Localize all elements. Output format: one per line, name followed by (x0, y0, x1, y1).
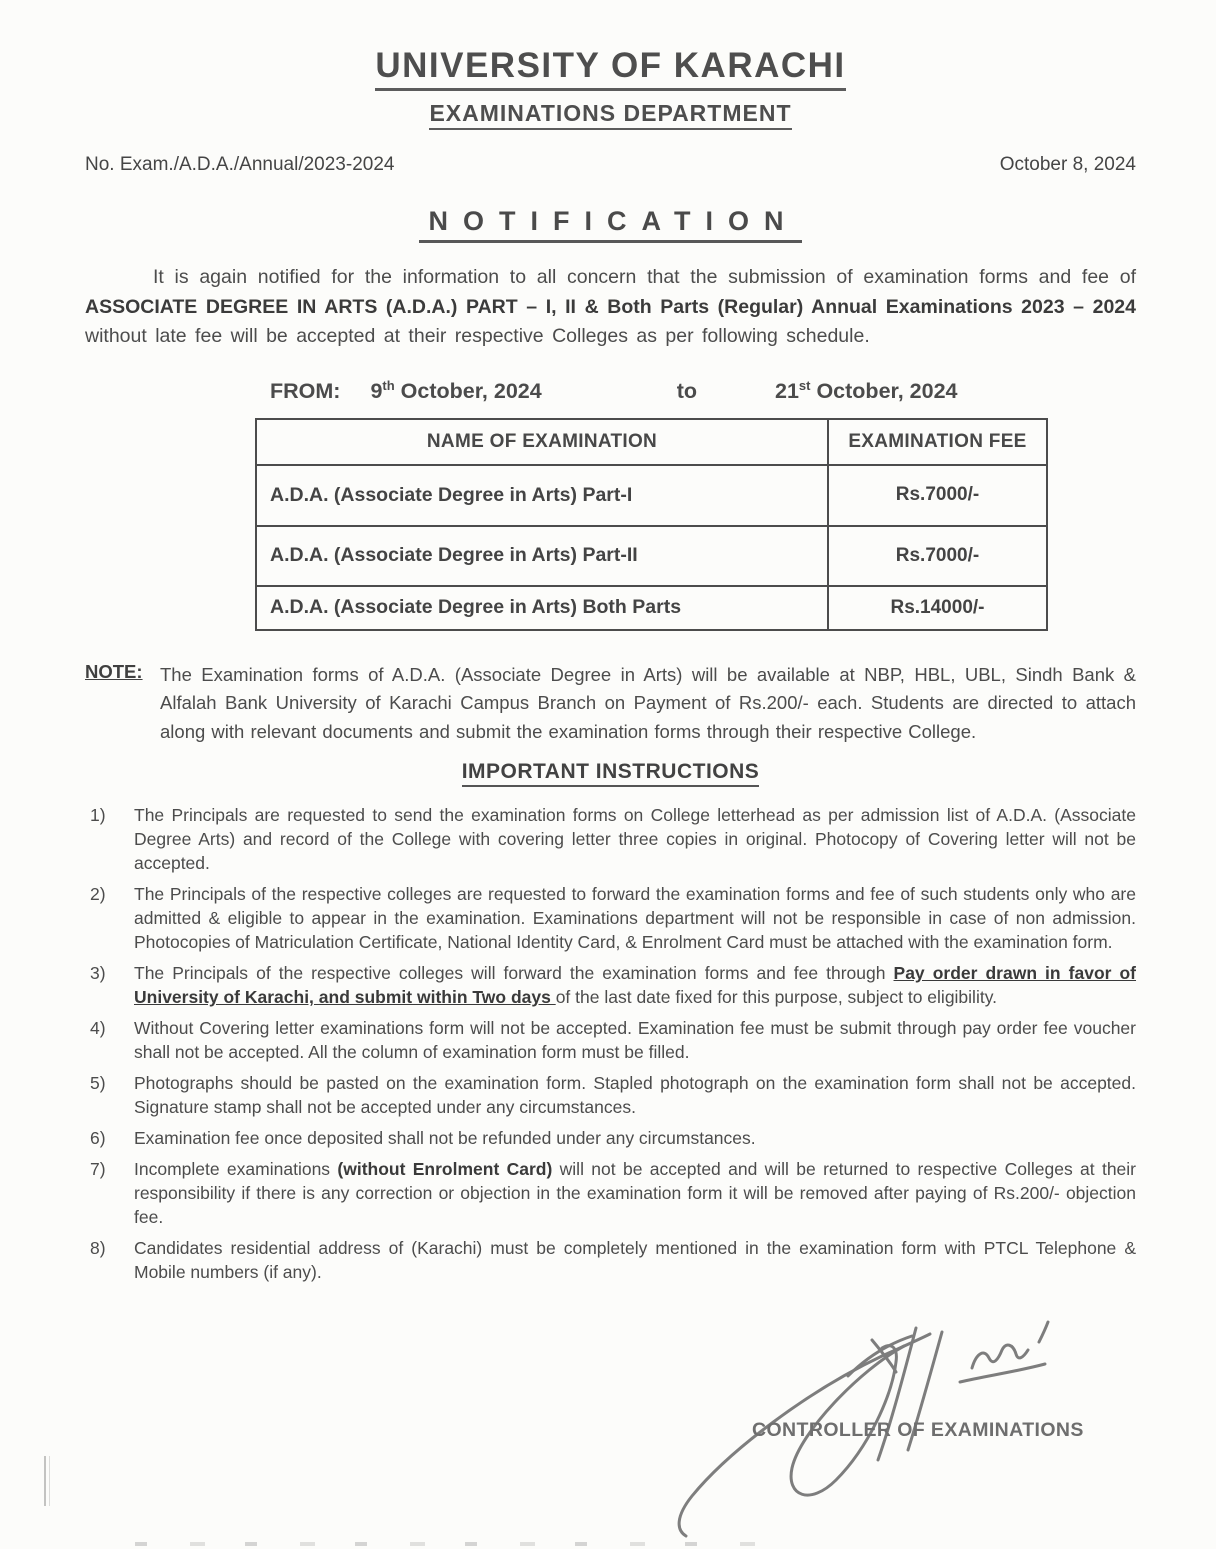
instruction-item-5 (85, 1071, 1136, 1119)
notification-heading: NOTIFICATION (419, 206, 803, 243)
item-text-bold-underline: Pay order drawn in favor of University of Karachi, and submit within Two days (134, 963, 1137, 1008)
signature (620, 1300, 1070, 1545)
intro-text-bold: ASSOCIATE DEGREE IN ARTS (A.D.A.) PART – I, II & Both Parts (Regular) Annual Examinations 2023 – 2024 (85, 295, 1136, 318)
from-month-year: October, 2024 (394, 378, 542, 403)
to-label: to (676, 378, 697, 403)
item-text: The Principals of the respective colleges are requested to forward the examination forms and fee of such students only who are admitted & eligible to appear in the examination. Examinations department will not be responsible in case of non admission. Photocopies of Matriculation Certificate, National Identity Card, & Enrolment Card must be attached with the examination form. (134, 884, 1136, 953)
intro-text-2: without late fee will be accepted at their respective Colleges as per following schedule. (85, 325, 870, 347)
fee-table-header-row (256, 419, 1047, 465)
item-text: Without Covering letter examinations form will not be accepted. Examination fee must be submit through pay order fee voucher shall not be accepted. All the column of examination form must be filled. (134, 1018, 1136, 1063)
item-text: Examination fee once deposited shall not be refunded under any circumstances. (134, 1128, 756, 1149)
reference-number: No. Exam./A.D.A./Annual/2023-2024 (85, 154, 395, 175)
exam-name-both-parts: A.D.A. (Associate Degree in Arts) Both Parts (256, 586, 828, 630)
item-text: The Principals are requested to send the examination forms on College letterhead as per admission list of A.D.A. (Associate Degree Arts) and record of the College with covering letter three copies in original. Photocopy of Covering letter will not be accepted. (134, 805, 1136, 874)
from-day: 9 (370, 378, 383, 403)
table-row (256, 526, 1047, 586)
exam-fee-part1: Rs.7000/- (828, 465, 1047, 526)
item-text (134, 1157, 1136, 1229)
fee-table (255, 418, 1048, 631)
item-text-pre: The Principals of the respective colleges will forward the examination forms and fee through (134, 963, 894, 984)
item-number: 8) (90, 1238, 106, 1259)
item-number: 5) (90, 1073, 106, 1094)
exam-name-part1: A.D.A. (Associate Degree in Arts) Part-I (256, 465, 828, 526)
scan-artifact (44, 1456, 50, 1506)
instruction-item-4 (85, 1016, 1136, 1064)
document-date: October 8, 2024 (999, 154, 1136, 175)
department-subtitle: EXAMINATIONS DEPARTMENT (429, 100, 791, 130)
to-day: 21 (775, 378, 799, 403)
controller-of-examinations-title: CONTROLLER OF EXAMINATIONS (752, 1419, 1084, 1441)
header-name-of-examination: NAME OF EXAMINATION (256, 419, 828, 465)
exam-name-part2: A.D.A. (Associate Degree in Arts) Part-II (256, 526, 828, 586)
to-month-year: October, 2024 (810, 378, 958, 403)
schedule-line (85, 378, 1136, 404)
item-number: 1) (90, 805, 106, 826)
university-title: UNIVERSITY OF KARACHI (375, 46, 845, 91)
item-number: 7) (90, 1159, 106, 1180)
item-text: Candidates residential address of (Karachi) must be completely mentioned in the examination form with PTCL Telephone & Mobile numbers (if any). (134, 1238, 1136, 1283)
item-text-post: will not be accepted and will be returned to respective Colleges at their responsibility if there is any correction or objection in the examination form it will be removed after paying of Rs.200/- objection fee. (134, 1159, 1137, 1228)
from-day-suffix: th (382, 377, 395, 393)
instruction-item-1 (85, 803, 1136, 875)
item-text-bold: (without Enrolment Card) (337, 1159, 553, 1180)
header-examination-fee: EXAMINATION FEE (828, 419, 1047, 465)
item-number: 6) (90, 1128, 106, 1149)
intro-text-1: It is again notified for the information to all concern that the submission of examination forms and fee of (153, 266, 1136, 288)
note-section (85, 661, 1136, 747)
to-day-suffix: st (798, 377, 811, 393)
instruction-item-2 (85, 882, 1136, 954)
note-text: The Examination forms of A.D.A. (Associate Degree in Arts) will be available at NBP, HBL, UBL, Sindh Bank & Alfalah Bank University of Karachi Campus Branch on Payment of Rs.200/- each. Students are directed to attach along with relevant documents and submit the examination forms through their respective College. (160, 663, 1136, 742)
instruction-item-3 (85, 961, 1136, 1009)
from-label: FROM: (270, 378, 341, 403)
item-text: Photographs should be pasted on the examination form. Stapled photograph on the examination form shall not be accepted. Signature stamp shall not be accepted under any circumstances. (134, 1073, 1136, 1118)
exam-fee-both-parts: Rs.14000/- (828, 586, 1047, 630)
item-number: 3) (90, 963, 106, 984)
note-label: NOTE: (85, 660, 143, 682)
item-text-post: of the last date fixed for this purpose, subject to eligibility. (555, 987, 998, 1008)
intro-paragraph (85, 263, 1136, 352)
instruction-item-8 (85, 1236, 1136, 1284)
exam-fee-part2: Rs.7000/- (828, 526, 1047, 586)
item-text-pre: Incomplete examinations (134, 1159, 338, 1180)
instruction-item-6 (85, 1126, 1136, 1150)
instruction-item-7 (85, 1157, 1136, 1229)
instructions-list (85, 803, 1136, 1284)
item-number: 2) (90, 884, 106, 905)
from-date (370, 379, 541, 403)
table-row (256, 586, 1047, 630)
item-number: 4) (90, 1018, 106, 1039)
important-instructions-heading: IMPORTANT INSTRUCTIONS (462, 760, 760, 787)
to-date (775, 379, 957, 403)
item-text (134, 961, 1136, 1009)
reference-row (85, 154, 1136, 176)
table-row (256, 465, 1047, 526)
